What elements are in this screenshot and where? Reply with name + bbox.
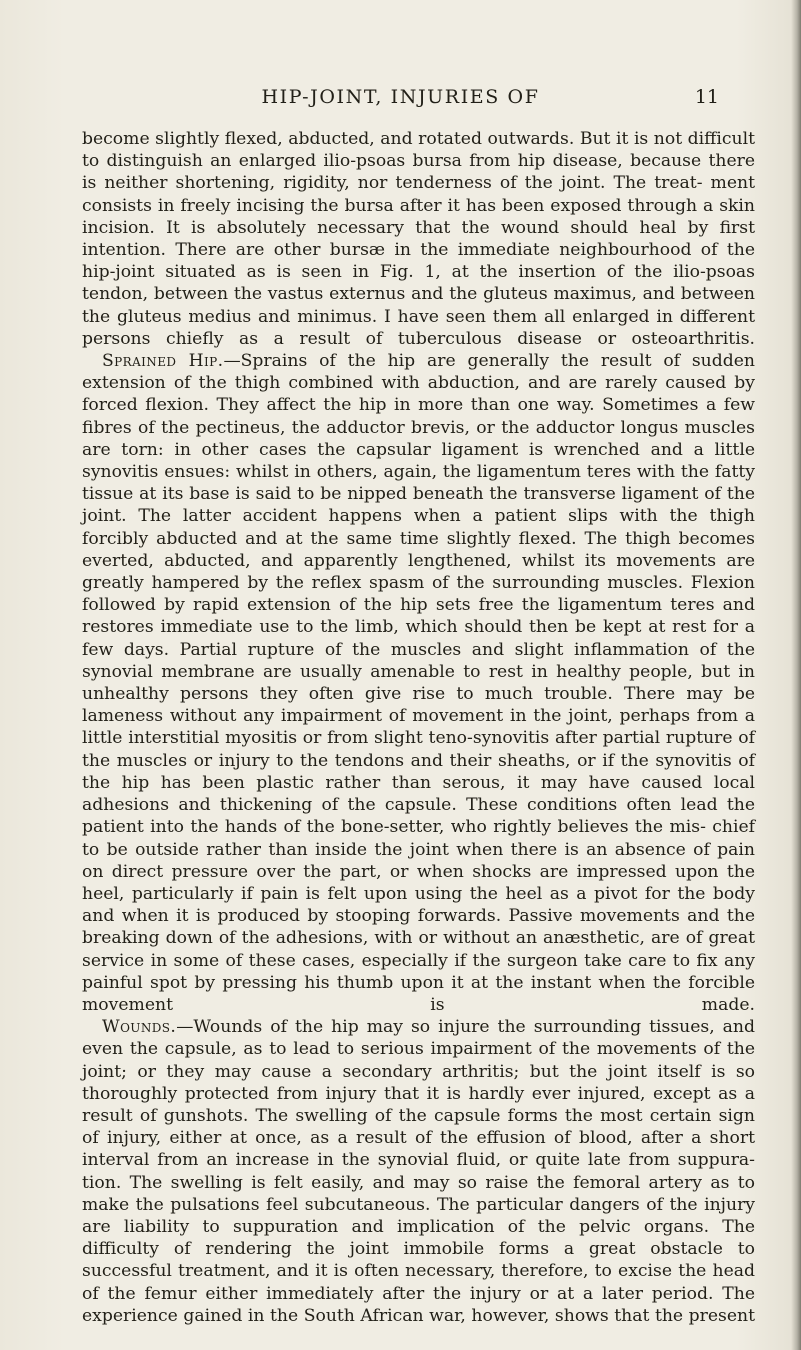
paragraph-sprained-hip	[82, 350, 755, 1016]
section-heading: Wounds.	[102, 1017, 177, 1038]
page-header	[0, 86, 801, 114]
body-text	[82, 128, 755, 1327]
paragraph-continuation	[82, 128, 755, 350]
page-edge-shadow	[791, 0, 801, 1350]
paragraph-text: —Wounds of the hip may so injure the surrounding tissues, and even the capsule, as to lead to serious impairment of the movements of the joint; or they may cause a secondary arthritis; but the joint itself is so thoroughly protected from injury that it is hardly ever injured, except as a result of gunshots. The swelling of the capsule forms the most certain sign of injury, either at once, as a result of the effusion of blood, after a short interval from an increase in the synovial fluid, or quite late from suppura- tion. The swelling is felt easily, and may so raise the femoral artery as to make the pulsations feel subcutaneous. The particular dangers of the injury are liability to suppuration and implication of the pelvic organs. The difficulty of rendering the joint immobile forms a great obstacle to successful treatment, and it is often necessary, therefore, to excise the head of the femur either immediately after the injury or at a later period. The experience gained in the South African war, however, shows that the present	[82, 1017, 755, 1326]
section-heading: Sprained Hip.	[102, 351, 224, 372]
paragraph-wounds	[82, 1016, 755, 1327]
paragraph-text: become slightly flexed, abducted, and rotated outwards. But it is not difficult to distinguish an enlarged ilio-psoas bursa from hip disease, because there is neither shortening, rigidity, nor tenderness of the joint. The treat- ment consists in freely incising the bursa after it has been exposed through a skin incision. It is absolutely necessary that the wound should heal by first intention. There are other bursæ in the immediate neighbourhood of the hip-joint situated as is seen in Fig. 1, at the insertion of the ilio-psoas tendon, between the vastus externus and the gluteus maximus, and between the gluteus medius and minimus. I have seen them all enlarged in different persons chiefly as a result of tuberculous disease or osteoarthritis.	[82, 129, 755, 349]
paragraph-text: —Sprains of the hip are generally the result of sudden extension of the thigh combined with abduction, and are rarely caused by forced flexion. They affect the hip in more than one way. Sometimes a few fibres of the pectineus, the adductor brevis, or the adductor longus muscles are torn: in other cases the capsular ligament is wrenched and a little synovitis ensues: whilst in others, again, the ligamentum teres with the fatty tissue at its base is said to be nipped beneath the transverse ligament of the joint. The latter accident happens when a patient slips with the thigh forcibly abducted and at the same time slightly flexed. The thigh becomes everted, abducted, and apparently lengthened, whilst its movements are greatly hampered by the reflex spasm of the surrounding muscles. Flexion followed by rapid extension of the hip sets free the ligamentum teres and restores immediate use to the limb, which should then be kept at rest for a few days. Partial rupture of the muscles and slight inflammation of the synovial membrane are usually amenable to rest in healthy people, but in unhealthy persons they often give rise to much trouble. There may be lameness without any impairment of movement in the joint, perhaps from a little interstitial myositis or from slight teno-synovitis after partial rupture of the muscles or injury to the tendons and their sheaths, or if the synovitis of the hip has been plastic rather than serous, it may have caused local adhesions and thickening of the capsule. These conditions often lead the patient into the hands of the bone-setter, who rightly believes the mis- chief to be outside rather than inside the joint when there is an absence of pain on direct pressure over the part, or when shocks are impressed upon the heel, particularly if pain is felt upon using the heel as a pivot for the body and when it is produced by stooping forwards. Passive movements and the breaking down of the adhesions, with or without an anæsthetic, are of great service in some of these cases, especially if the surgeon take care to fix any painful spot by pressing his thumb upon it at the instant when the forcible movement is made.	[82, 351, 755, 1015]
running-head: HIP-JOINT, INJURIES OF	[261, 86, 540, 108]
page-number: 11	[694, 86, 719, 108]
